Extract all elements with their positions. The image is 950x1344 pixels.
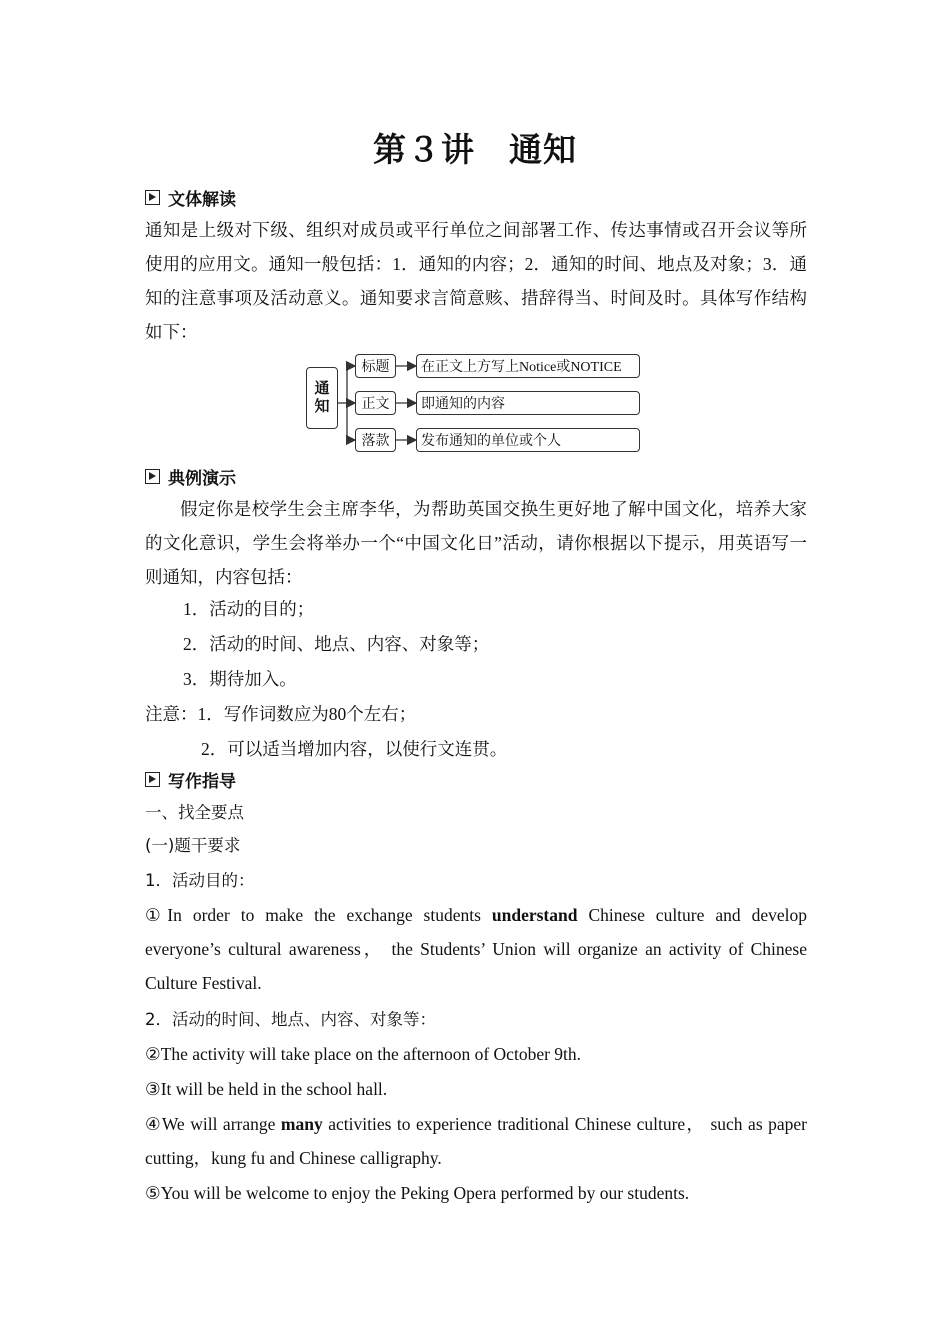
sentence-5: ⑤You will be welcome to enjoy the Peking Opera performed by our students. xyxy=(145,1183,690,1203)
sentence-3: ③It will be held in the school hall. xyxy=(145,1079,388,1099)
sentence-1 xyxy=(145,898,807,1000)
subheading: 一、找全要点 xyxy=(145,803,244,822)
sentence-2: ②The activity will take place on the afternoon of October 9th. xyxy=(145,1044,582,1064)
point-title: 1．活动目的： xyxy=(145,871,255,890)
list-item: 1．活动的目的； xyxy=(183,599,315,619)
subheading: (一)题干要求 xyxy=(145,836,241,855)
diagram-content-body: 即通知的内容 xyxy=(416,391,640,415)
task-prompt-paragraph: 假定你是校学生会主席李华，为帮助英国交换生更好地了解中国文化，培养大家的文化意识，学生会将举办一个“中国文化日”活动，请你根据以下提示，用英语写一则通知，内容包括： xyxy=(145,499,807,587)
section-heading-label: 写作指导 xyxy=(168,771,236,792)
diagram-root-node xyxy=(306,367,338,429)
diagram-label-title: 标题 xyxy=(355,354,396,378)
diagram-root-char: 知 xyxy=(314,399,330,415)
diagram-label-body: 正文 xyxy=(355,391,396,415)
sentence-keyword: understand xyxy=(491,905,578,925)
diagram-label-signature: 落款 xyxy=(355,428,396,452)
sentence-keyword: many xyxy=(280,1114,323,1134)
list-item: 3．期待加入。 xyxy=(183,669,297,689)
sentence-text: Chinese culture and develop everyone’s cultural awareness， the Students’ Union will organize an activity of Chinese Culture Festival. xyxy=(145,905,807,993)
style-description-paragraph: 通知是上级对下级、组织对成员或平行单位之间部署工作、传达事情或召开会议等所使用的应用文。通知一般包括：1．通知的内容；2．通知的时间、地点及对象；3．通知的注意事项及活动意义。通知要求言简意赅、措辞得当、时间及时。具体写作结构如下： xyxy=(145,220,807,342)
diagram-content-signature: 发布通知的单位或个人 xyxy=(416,428,640,452)
diagram-root-char: 通 xyxy=(314,381,330,397)
play-marker-icon xyxy=(145,469,160,484)
sentence-text: ④We will arrange xyxy=(145,1114,281,1134)
note-item: 2．可以适当增加内容，以使行文连贯。 xyxy=(201,739,508,759)
page-title: 第３讲 通知 xyxy=(373,133,577,169)
section-heading-guidance xyxy=(145,767,236,791)
note-item: 1．写作词数应为80个左右； xyxy=(197,704,417,724)
play-marker-icon xyxy=(145,190,160,205)
note-line xyxy=(145,697,416,731)
structure-diagram xyxy=(303,352,643,456)
section-heading-style xyxy=(145,185,236,209)
list-item: 2．活动的时间、地点、内容、对象等； xyxy=(183,634,490,654)
sentence-4 xyxy=(145,1107,807,1175)
section-heading-label: 典例演示 xyxy=(168,468,236,489)
play-marker-icon xyxy=(145,772,160,787)
point-title: 2．活动的时间、地点、内容、对象等： xyxy=(145,1010,436,1029)
note-prefix: 注意： xyxy=(145,704,198,724)
sentence-text: ①In order to make the exchange students xyxy=(145,905,492,925)
section-heading-label: 文体解读 xyxy=(168,189,236,210)
section-heading-example xyxy=(145,464,236,488)
diagram-content-title: 在正文上方写上Notice或NOTICE xyxy=(416,354,640,378)
sentence-text: activities to experience traditional Chinese culture， such as paper cutting，kung fu and Chinese calligraphy. xyxy=(145,1114,807,1168)
